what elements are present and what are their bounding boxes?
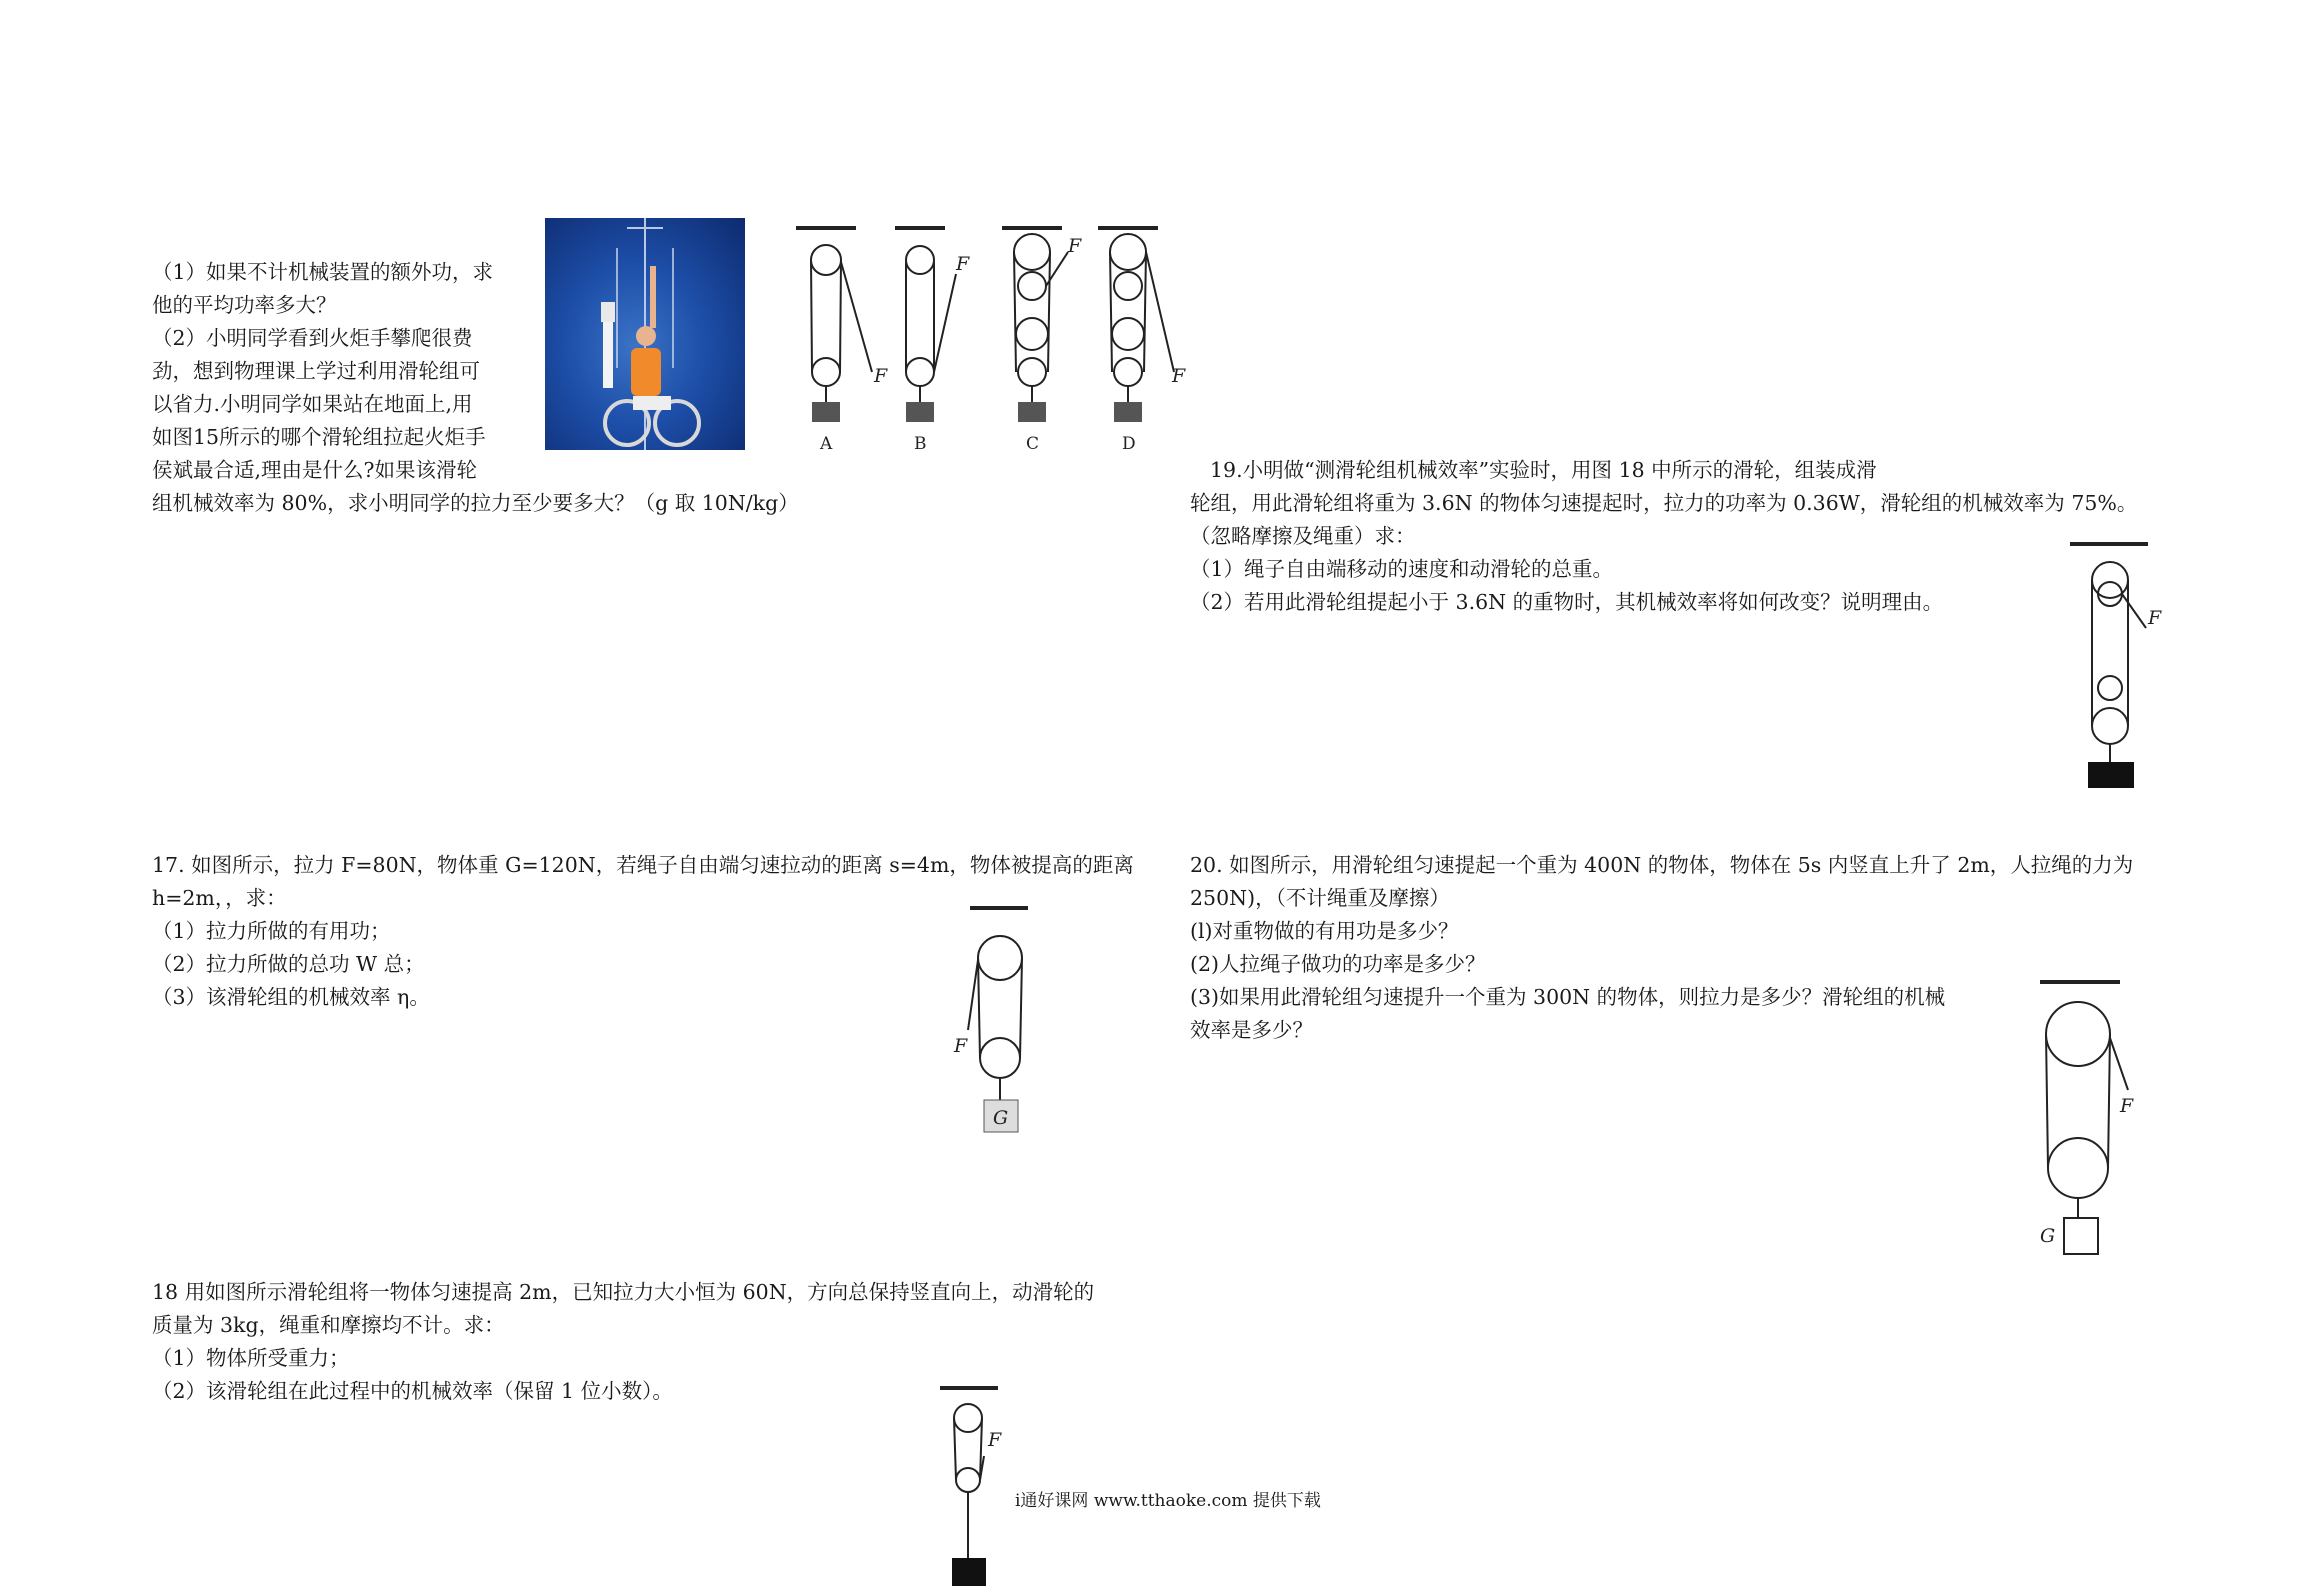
fig15-label-d: D bbox=[1122, 434, 1136, 454]
fig15-label-a: A bbox=[820, 434, 833, 454]
pulley-figure-15 bbox=[780, 222, 1200, 462]
q18-line: （2）该滑轮组在此过程中的机械效率（保留 1 位小数）。 bbox=[152, 1379, 673, 1403]
q20-line: 250N)，（不计绳重及摩擦） bbox=[1190, 886, 1450, 910]
fig15-label-c: C bbox=[1026, 434, 1040, 454]
q16-line: （1）如果不计机械装置的额外功，求 bbox=[152, 260, 494, 284]
q18-line: （1）物体所受重力； bbox=[152, 1346, 350, 1370]
torchbearer-photo bbox=[545, 218, 745, 450]
q19-line: 19.小明做“测滑轮组机械效率”实验时，用图 18 中所示的滑轮，组装成滑 bbox=[1210, 458, 1877, 482]
q17-line: h=2m，，求： bbox=[152, 886, 287, 910]
q16-line: 劲，想到物理课上学过利用滑轮组可 bbox=[152, 359, 480, 383]
q18-line: 18 用如图所示滑轮组将一物体匀速提高 2m，已知拉力大小恒为 60N，方向总保持竖直向上，动滑轮的 bbox=[152, 1280, 1095, 1304]
pulley-figure-18 bbox=[2060, 536, 2180, 796]
q19-line: （1）绳子自由端移动的速度和动滑轮的总重。 bbox=[1190, 557, 1614, 581]
q20-line: (l)对重物做的有用功是多少？ bbox=[1190, 919, 1459, 943]
q17-line: （2）拉力所做的总功 W 总； bbox=[152, 952, 425, 976]
q20-line: (3)如果用此滑轮组匀速提升一个重为 300N 的物体，则拉力是多少？滑轮组的机械 bbox=[1190, 985, 1946, 1009]
q19-line: 轮组，用此滑轮组将重为 3.6N 的物体匀速提起时，拉力的功率为 0.36W，滑轮组的机械效率为 75%。 bbox=[1190, 491, 2138, 515]
fig20-force-label: F bbox=[2120, 1095, 2134, 1117]
fig15-label-b: B bbox=[914, 434, 927, 454]
q17-line: （3）该滑轮组的机械效率 η。 bbox=[152, 985, 430, 1009]
fig15-force-label-a: F bbox=[874, 365, 888, 387]
q17-line: （1）拉力所做的有用功； bbox=[152, 919, 391, 943]
fig20-weight-label: G bbox=[2040, 1225, 2056, 1247]
question-19 bbox=[1190, 454, 2137, 619]
footer-source: i通好课网 www.tthaoke.com 提供下载 bbox=[1015, 1491, 1321, 1511]
pulley-figure-q18 bbox=[930, 1380, 1020, 1595]
fig17-weight-label: G bbox=[993, 1107, 1009, 1129]
q18-line: 质量为 3kg，绳重和摩擦均不计。求： bbox=[152, 1313, 505, 1337]
pulley-figure-q20 bbox=[2020, 972, 2140, 1262]
q16-line: 侯斌最合适,理由是什么?如果该滑轮 bbox=[152, 458, 478, 482]
q19-line: （2）若用此滑轮组提起小于 3.6N 的重物时，其机械效率将如何改变？说明理由。 bbox=[1190, 590, 1944, 614]
q17-line: 17. 如图所示，拉力 F=80N，物体重 G=120N，若绳子自由端匀速拉动的距离 s=4m，物体被提高的距离 bbox=[152, 853, 1134, 877]
fig15-force-label-b: F bbox=[956, 253, 970, 275]
fig18-force-label: F bbox=[2148, 607, 2162, 629]
q20-line: 20. 如图所示，用滑轮组匀速提起一个重为 400N 的物体，物体在 5s 内竖直上升了 2m，人拉绳的力为 bbox=[1190, 853, 2134, 877]
q20-line: 效率是多少？ bbox=[1190, 1018, 1313, 1042]
q20-line: (2)人拉绳子做功的功率是多少？ bbox=[1190, 952, 1486, 976]
q16-line: 他的平均功率多大？ bbox=[152, 293, 337, 317]
question-20 bbox=[1190, 849, 2133, 1047]
q16-line: 如图15所示的哪个滑轮组拉起火炬手 bbox=[152, 425, 486, 449]
q19-line: （忽略摩擦及绳重）求： bbox=[1190, 524, 1416, 548]
fig17-force-label: F bbox=[954, 1035, 968, 1057]
q16-line: （2）小明同学看到火炬手攀爬很费 bbox=[152, 326, 473, 350]
q16-line: 组机械效率为 80%，求小明同学的拉力至少要多大？（g 取 10N/kg） bbox=[152, 491, 799, 515]
q16-line: 以省力.小明同学如果站在地面上,用 bbox=[152, 392, 473, 416]
fig18b-force-label: F bbox=[988, 1429, 1002, 1451]
fig15-force-label-d: F bbox=[1172, 365, 1186, 387]
pulley-figure-q17 bbox=[950, 900, 1050, 1140]
fig15-force-label-c: F bbox=[1068, 235, 1082, 257]
